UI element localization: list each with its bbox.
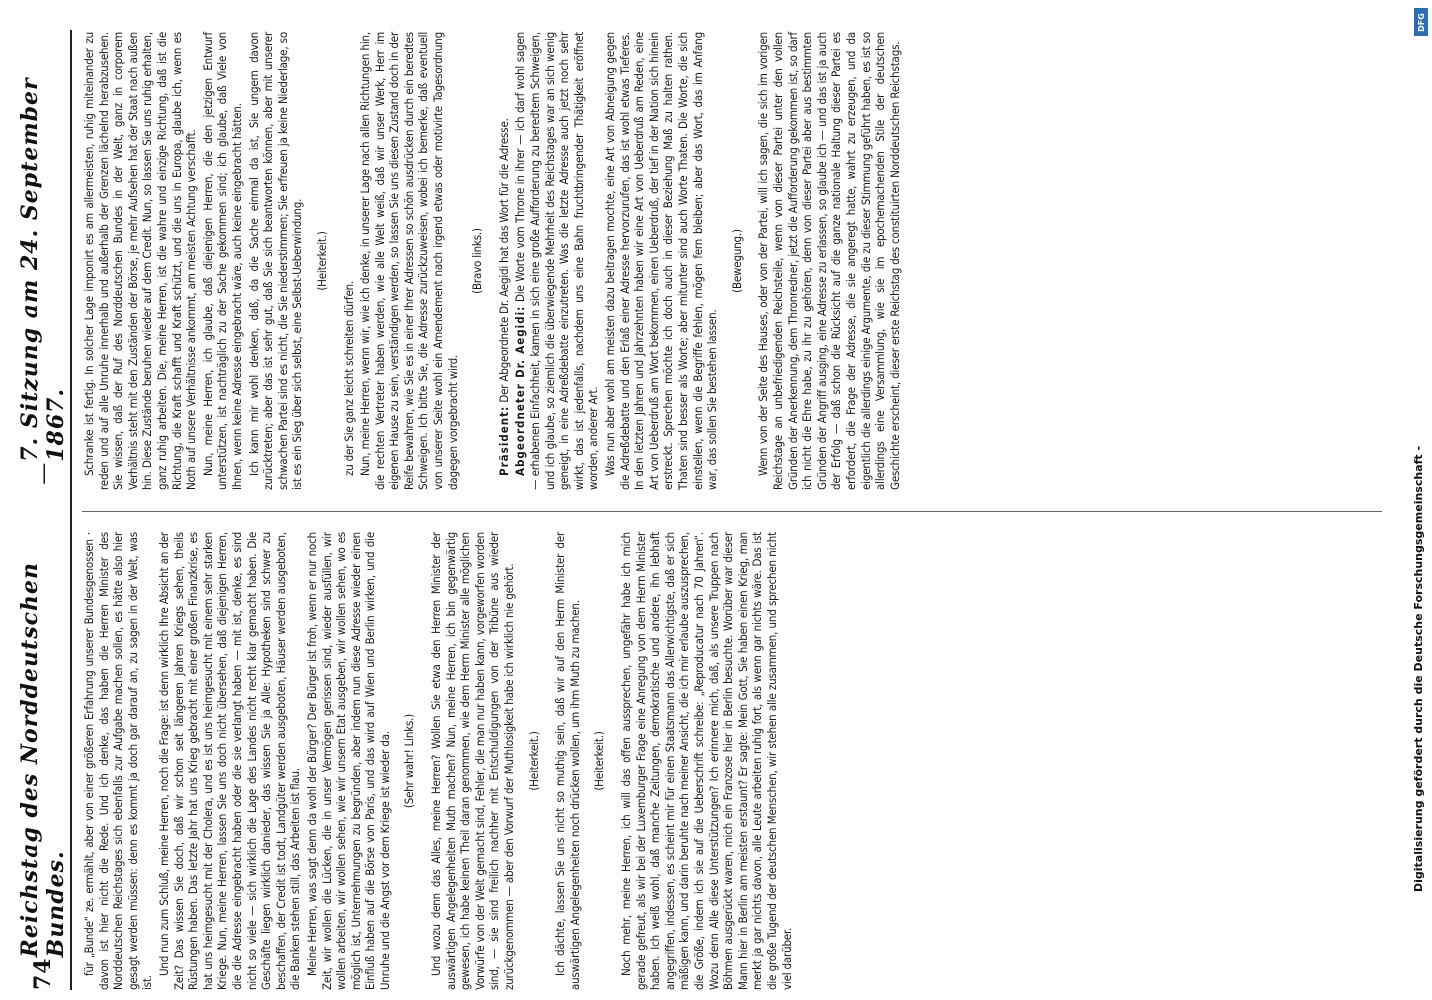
page-number: 74 [30,957,56,990]
right-column [82,32,904,490]
dfg-logo-text: DFG [1416,12,1426,32]
president-paragraph [497,32,512,490]
left-reaction: (Heiterkeit.) [526,731,541,791]
right-paragraph: Wenn von der Seite des Hauses, oder von der Partei, will ich sagen, die sich im vorigen Reichstage an unbefriedigenden Reichsteile, wenn von dieser Partei unter den vollen Gründen der Anerkennung, dem Thronredner, jetzt die Aufforderung gekommen ist, so darf ich nicht die Ehre habe, zu ihr zu gehören, denn von dieser Partei aber aus bestimmten Gründen der Angriff ausging, eine Adresse zu erlassen, so glaube ich — und das ist ja auch der Erfolg — daß schon die Rücksicht auf die ganze nationale Haltung dieser Partei es erfordert, die Frage der Adresse, die sie angeregt hatte, wahrt zu erzeugen, und da eigentlich die allerdings einige Argumente, die zu dieser Stimmung geführt haben, es ist so allerdings eine Versammlung, wie sie im epochemachenden Stile der deutschen Geschichte erscheint, dieser erste Reichstag des constituirten Norddeutschen Reichstags. [756,32,902,490]
right-paragraph: zu der Sie ganz leicht schreiten dürfen. [341,280,356,476]
header-rule [70,30,72,990]
dfg-logo [1414,8,1428,36]
right-reaction: (Bewegung.) [729,229,744,293]
speaker-president: Präsident: [496,405,511,476]
right-paragraph: Nun, meine Herren, ich glaube, daß diejenigen Herren, die den jetzigen Entwurf unterstützen, ist nachträglich zu der Sache gekommen sind; ich glaube, daß Viele von Ihnen, wenn keine Adresse eingebracht wäre, auch keine eingebracht hätten. [200,32,244,490]
right-paragraph: Nun, meine Herren, wenn wir, wie ich denke, in unserer Lage nach allen Richtungen hin, die rechten Vertreter haben werden, wie alle Welt weiß, daß wir unser Werk, Herr im eigenen Hause zu sein, verständigen werden, so lassen Sie uns diesen Zustand doch in der Reife bewahren, wie Sie es in einer Ihrer Adressen so schön ausdrücken durch ein beredtes Schweigen. Ich bitte Sie, die Adresse zurückzuweisen, wobei ich bemerke, daß eventuell von unserer Seite wohl ein Amendement nach irgend etwas oder motivirte Tagesordnung dagegen vorgebracht wird. [358,32,460,490]
session-title: 7. Sitzung am 24. September 1867. [17,77,69,462]
right-paragraph: Ich kann mir wohl denken, daß, da die Sache einmal da ist, Sie ungern davon zurücktreten; aber das ist sehr gut, daß Sie sich beantworten können, aber mit unserer schwachen Partei sind es nicht, die Sie niederstimmen; Sie erfreuen ja keine Niederlage, so ist es ein Sieg über sich selbst, eine Selbst-Ueberwindung. [246,32,305,490]
publication-title: Reichstag des Norddeutschen Bundes. [17,562,69,958]
speaker-aegidi: Abgeordneter Dr. Aegidi: [513,305,528,476]
right-reaction: (Heiterkeit.) [314,231,329,291]
digitization-note-text: Digitalisierung gefördert durch die Deutsche Forschungsgemeinschaft - [1412,445,1425,892]
left-paragraph: Ich dächte, lassen Sie uns nicht so muthig sein, daß wir auf den Herrn Minister der auswärtigen Angelegenheiten noch drücken wollen, um ihm Muth zu machen. [553,532,582,990]
left-paragraph: Und wozu denn das Alles, meine Herren? Wollen Sie etwa den Herren Minister der auswärtigen Angelegenheiten Muth machen? Nun, meine Herren, ich bin gegenwärtig gewesen, ich habe keinen Theil daran genommen, wie dem Herrn Minister alle möglichen Vorwürfe von der Welt gemacht sind, Fehler, die man nur haben kann, vorgeworfen worden sind, — sie sind freilich nachher mit Entschuldigungen von der Tribüne aus wieder zurückgenommen — aber den Vorwurf der Muthlosigkeit habe ich wirklich nie gehört. [429,532,517,990]
page-header [17,30,69,990]
column-divider [82,511,1382,512]
left-reaction: (Heiterkeit.) [592,731,607,791]
left-paragraph: Meine Herren, was sagt denn da wohl der Bürger? Der Bürger ist froh, wenn er nur noch Zeit, wir wollen die Lücken, die in unser Vermögen gerissen sind, wieder ausfüllen, wir wollen arbeiten, wir wollen sehen, wie wir unsern Etat ausgeben, wir wollen sehen, wo es möglich ist, Unternehmungen zu begründen, aber indem nun diese Adresse wieder einen Einfluß haben auf die Börse von Paris, und das wird auf Wien und Berlin wirken, und die Unruhe und die Angst vor dem Kriege ist wieder da. [304,532,392,990]
right-reaction: (Bravo links.) [470,228,485,294]
left-reaction: (Sehr wahr! Links.) [402,713,417,809]
left-paragraph: für „Bunde“ ze. ermählt, aber von einer größeren Erfahrung unserer Bundesgenossen · davon ist hier nicht die Rede. Und ich denke, das haben die Herren Minister des Norddeutschen Reichstages sich ebenfalls zur Aufgabe machen sollen, es hätte also hier gesagt werden müssen: denn es kommt ja doch gar darauf an, zu sagen in der Welt, was ist. [82,532,155,990]
left-paragraph: Noch mehr, meine Herren, ich will das offen aussprechen, ungefähr habe ich mich gerade gefreut, als wir bei der Luxemburger Frage eine Anregung von dem Herrn Minister haben. Ich weiß wohl, daß manche Zeitungen, demokratische und andere, ihn lebhaft angegriffen, indessen, es scheint mir für einen Staatsmann das Allerwichtigste, daß er sich mäßigen kann, und darin beruhte nach meiner Ansicht, die ich mir erlaube auszusprechen, die Größe, indem ich sie auf die Ueberschrift schreibe: „Reproducatur nach 70 Jahren“. Wozu denn Alle diese Unterstützungen? Ich erinnere mich, daß, als unsere Truppen nach Böhmen ausgerückt waren, mich ein Franzose hier in Berlin besuchte. Worüber war dieser Mann hier in Berlin am meisten erstaunt? Er sagte: Mein Gott, Sie haben einen Krieg, man merkt ja gar nichts davon, alle Leute arbeiten ruhig fort, als wenn gar nichts wäre. Das ist die große Tugend der deutschen Menschen, wir stehen alle zusammen, und sprechen nicht viel darüber. [619,532,794,990]
header-dash: — [30,461,56,485]
right-paragraph: Was nun aber wohl am meisten dazu beitragen mochte, eine Art von Abneigung gegen die Adreßdebatte und den Erlaß einer Adresse hervorzurufen, das ist wohl etwas Tieferes. In den letzten Jahren und Jahrzehnten haben wir eine Art von Ueberdruß am Reden, eine Art von Ueberdruß am Wort bekommen, einen Ueberdruß, der tief in der Nation sich hinein erstreckt. Sprechen möchte ich doch auch in dieser Beziehung Maß zu halten rathen. Thaten sind besser als Worte; aber mitunter sind auch Worte Thaten. Die Worte, die sich einstellen, wenn die Begriffe fehlen, mögen fern bleiben; aber das Wort, das im Anfang war, das sollen Sie bestehen lassen. [603,32,720,490]
right-paragraph: Schranke ist fertig. In solcher Lage imponirt es am allermeisten, ruhig miteinander zu reden und auf alle Unruhe innerhalb und außerhalb der Grenzen lächelnd herabzusehen. Sie wissen, daß der Ruf des Norddeutschen Bundes in der Welt, ganz in corporem Verhältnis steht mit den Zuständen der Börse, je mehr Aufsehen hat der Staat nach außen hin. Diese Zustände beruhen wieder auf dem Credit. Nun, so lassen Sie uns ruhig erhalten, ganz ruhig arbeiten. Die, meine Herren, ist die wahre und einzige Richtung, daß ist die Richtung, die Kraft schafft und Kraft schützt, und die uns in Europa, glaube ich, wenn es Noth auf unsere Verhältnisse ankommt, am meisten Achtung verschafft. [82,32,199,490]
president-text: Der Abgeordnete Dr. Aegidi hat das Wort für die Adresse. [496,118,511,403]
aegidi-text: Die Worte vom Throne in ihrer — ich darf wohl sagen — erhabenen Einfachheit, kamen in sich eine große Aufforderung zu beredtem Schweigen, und ich glaube, so ziemlich die überwiegende Mehrheit des Reichstages war an sich wenig geneigt, in eine Adreßdebatte einzutreten. Was die letzte Adresse auch jetzt noch sehr wirkt, das ist jedenfalls, nachdem uns eine Bahn fruchtbringender Thätigkeit eröffnet worden, anderer Art. [513,32,601,490]
aegidi-paragraph [513,32,601,490]
left-column [82,532,796,990]
left-paragraph: Und nun zum Schluß, meine Herren, noch die Frage: ist denn wirklich Ihre Absicht an der Zeit? Das wissen Sie doch, daß wir schon seit längeren Jahren Kriegs sehen, theils Rüstungen haben. Das letzte Jahr hat uns Krieg gebracht mit einer großen Finanzkrise, es hat uns heimgesucht mit der Cholera, und es ist uns heimgesucht mit einem sehr starken Kriege. Nun, meine Herren, lassen Sie uns doch nicht übersehen, daß diejenigen Herren, die die Adresse eingebracht haben oder die sie verlangt haben — mit ist, denke, es sind nicht so viele — sich wirklich die Lage des Landes nicht recht klar gemacht haben. Die Geschäfte liegen wirklich danieder, das wissen Sie ja Alle: Hypotheken sind schwer zu beschaffen, der Credit ist todt, Landgüter werden ausgeboten, Häuser werden ausgeboten, die Banken stehen still, das Arbeiten ist flau. [156,532,303,990]
digitization-note [1412,12,1430,992]
rotated-document-page [17,30,1400,990]
